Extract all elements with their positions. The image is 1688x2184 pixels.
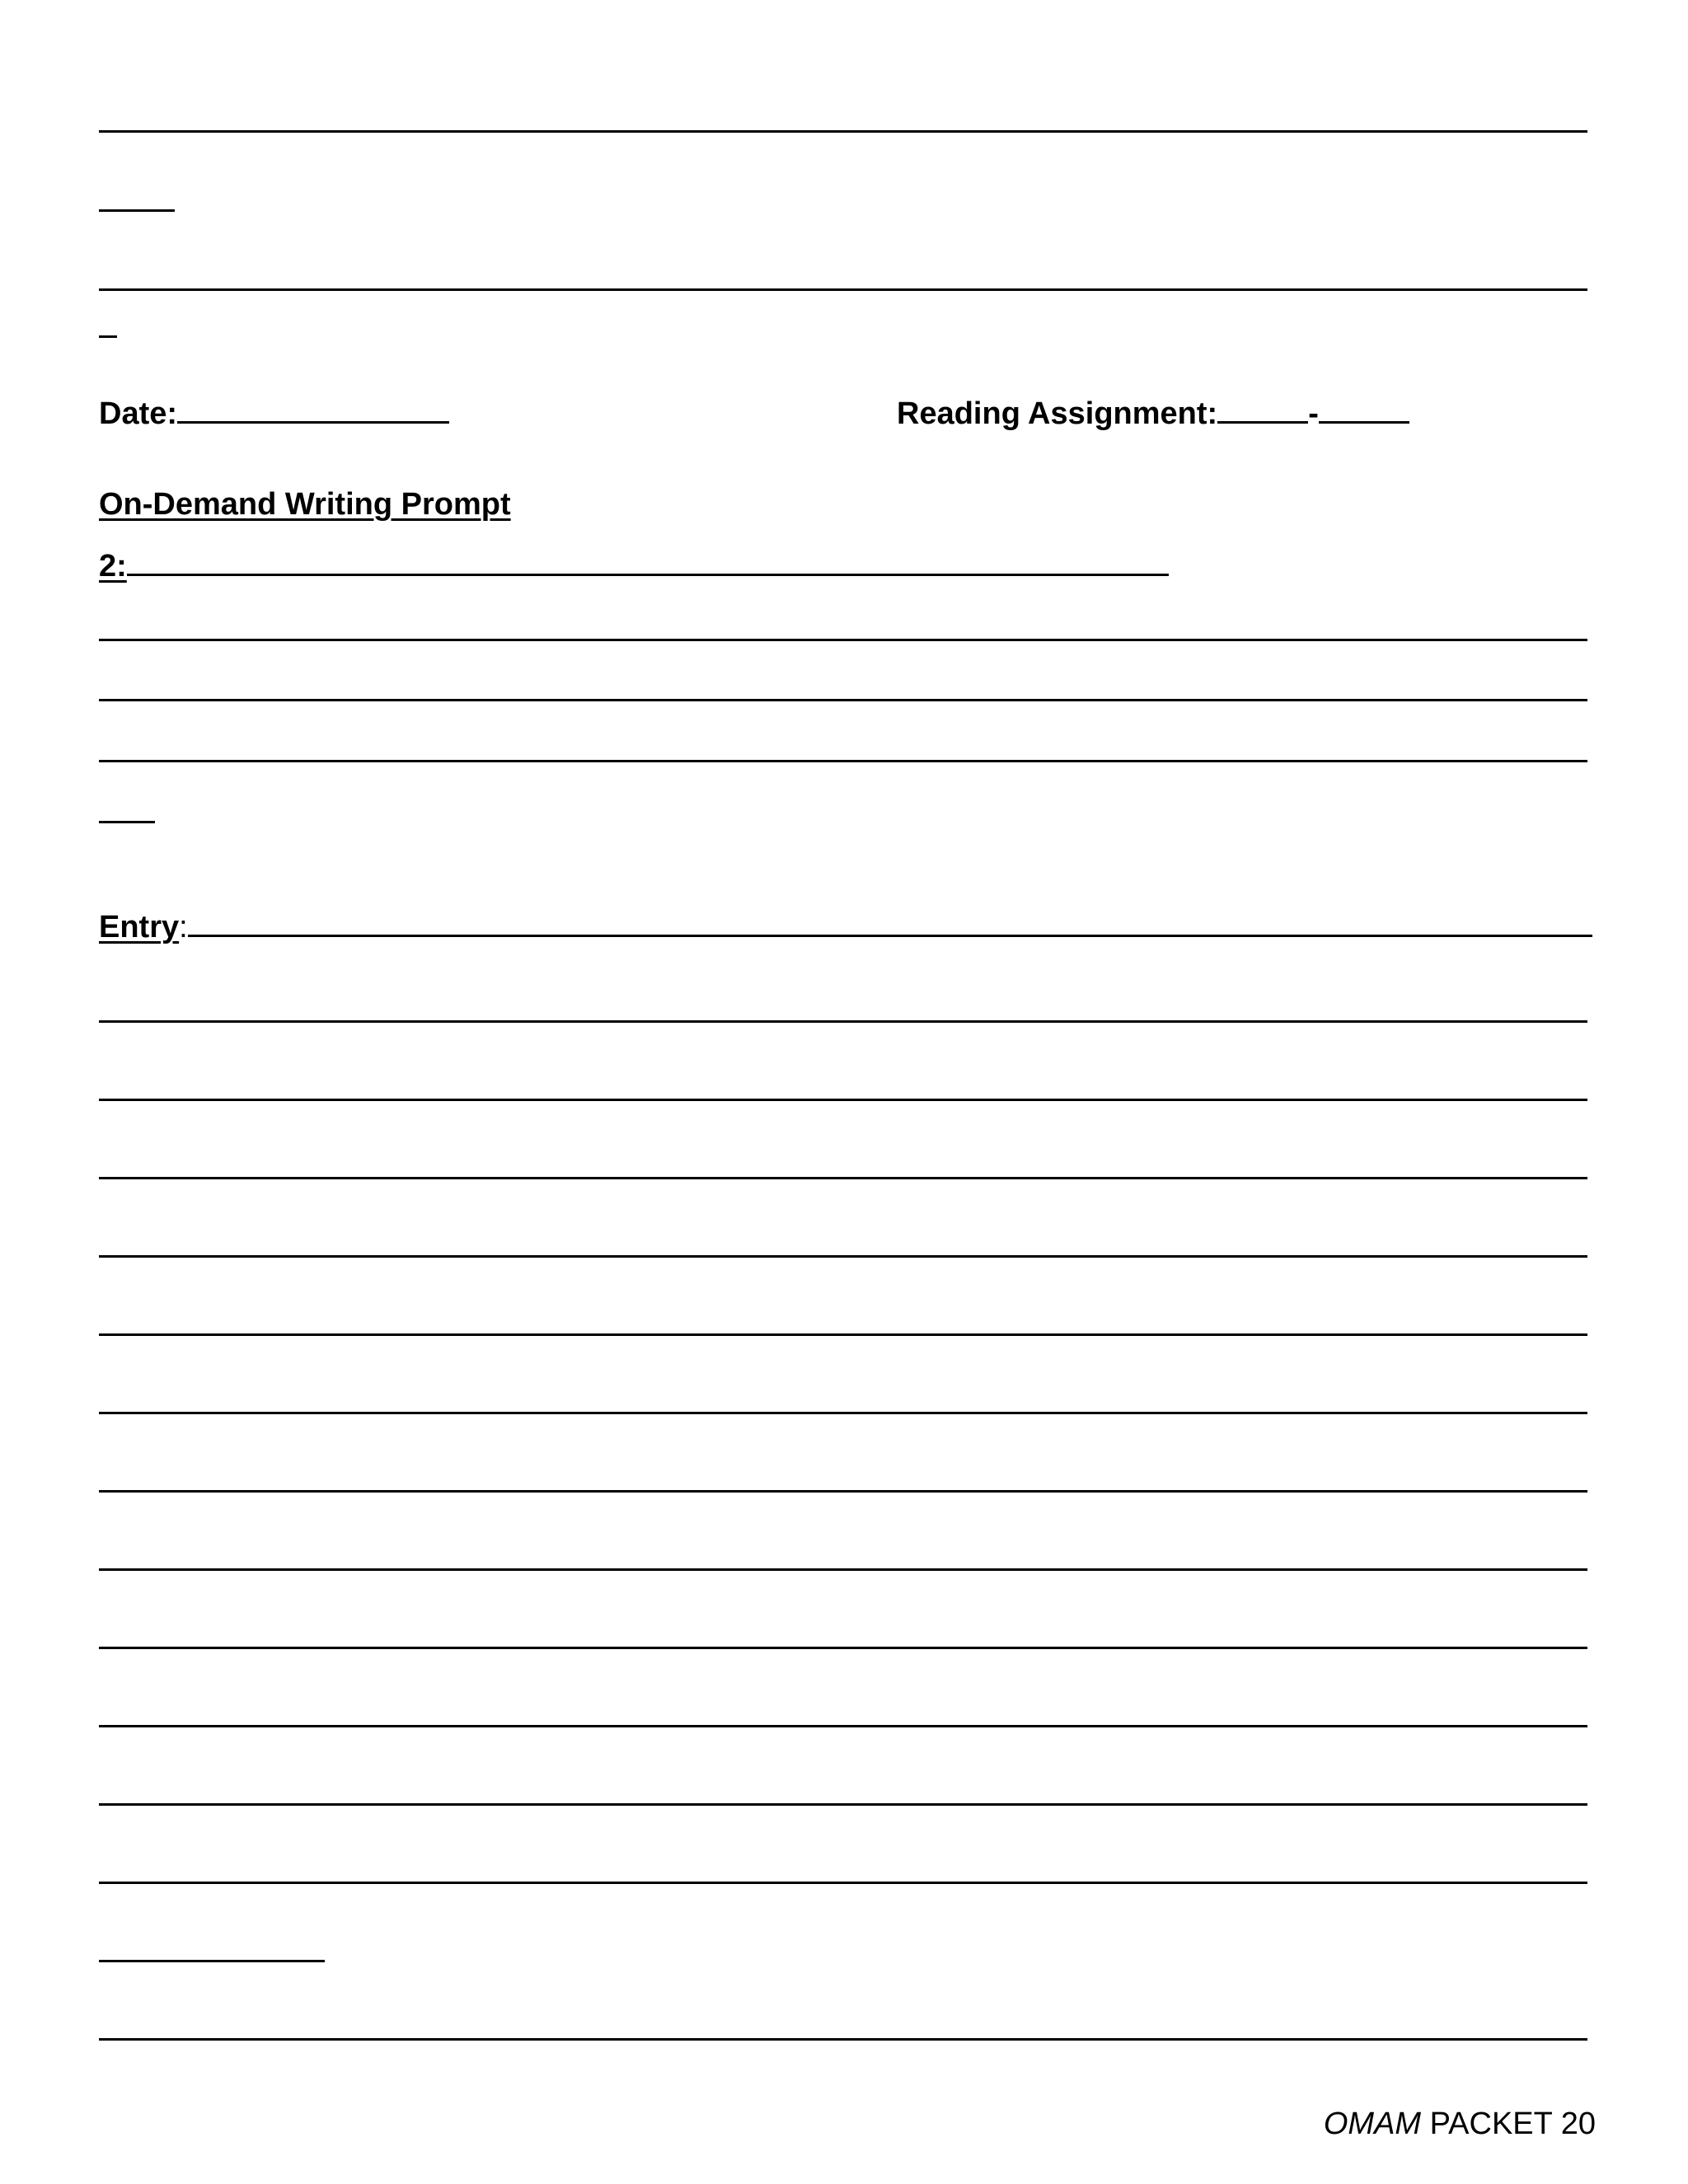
prompt-input-line[interactable]	[127, 573, 1169, 576]
reading-end-line[interactable]	[1319, 420, 1409, 424]
reading-assignment-label: Reading Assignment:	[897, 396, 1218, 431]
prompt-line[interactable]	[99, 760, 1587, 762]
entry-line[interactable]	[99, 1020, 1587, 1023]
entry-line[interactable]	[99, 2038, 1587, 2041]
entry-line[interactable]	[99, 1568, 1587, 1571]
entry-line[interactable]	[99, 1490, 1587, 1493]
page-footer	[1324, 2108, 1596, 2139]
entry-line[interactable]	[99, 1177, 1587, 1179]
prompt-title: On-Demand Writing Prompt	[99, 487, 511, 522]
entry-line[interactable]	[99, 1882, 1587, 1884]
entry-line[interactable]	[99, 1099, 1587, 1101]
prompt-line[interactable]	[99, 639, 1587, 641]
date-input-line[interactable]	[177, 420, 449, 424]
prompt-number-row	[99, 551, 1169, 582]
entry-colon: :	[179, 910, 188, 944]
entry-input-line[interactable]	[188, 934, 1592, 937]
entry-line[interactable]	[99, 1725, 1587, 1727]
writing-line[interactable]	[99, 288, 1587, 291]
writing-line-short[interactable]	[99, 335, 117, 338]
entry-line[interactable]	[99, 1333, 1587, 1336]
entry-label: Entry	[99, 910, 180, 944]
date-label: Date:	[99, 396, 178, 431]
entry-line[interactable]	[99, 1255, 1587, 1258]
entry-line[interactable]	[99, 1412, 1587, 1414]
prompt-line[interactable]	[99, 699, 1587, 701]
reading-assignment-field	[897, 398, 1409, 429]
entry-line[interactable]	[99, 1803, 1587, 1806]
entry-field	[99, 912, 1592, 943]
date-field	[99, 398, 449, 429]
footer-packet: PACKET 20	[1429, 2107, 1596, 2141]
prompt-line-short[interactable]	[99, 821, 155, 823]
writing-line-short[interactable]	[99, 209, 175, 212]
reading-dash: -	[1308, 396, 1319, 431]
entry-line[interactable]	[99, 1647, 1587, 1649]
entry-line-short[interactable]	[99, 1960, 325, 1962]
writing-line[interactable]	[99, 130, 1587, 133]
prompt-number: 2:	[99, 549, 127, 583]
reading-start-line[interactable]	[1217, 420, 1308, 424]
footer-title: OMAM	[1323, 2107, 1422, 2141]
